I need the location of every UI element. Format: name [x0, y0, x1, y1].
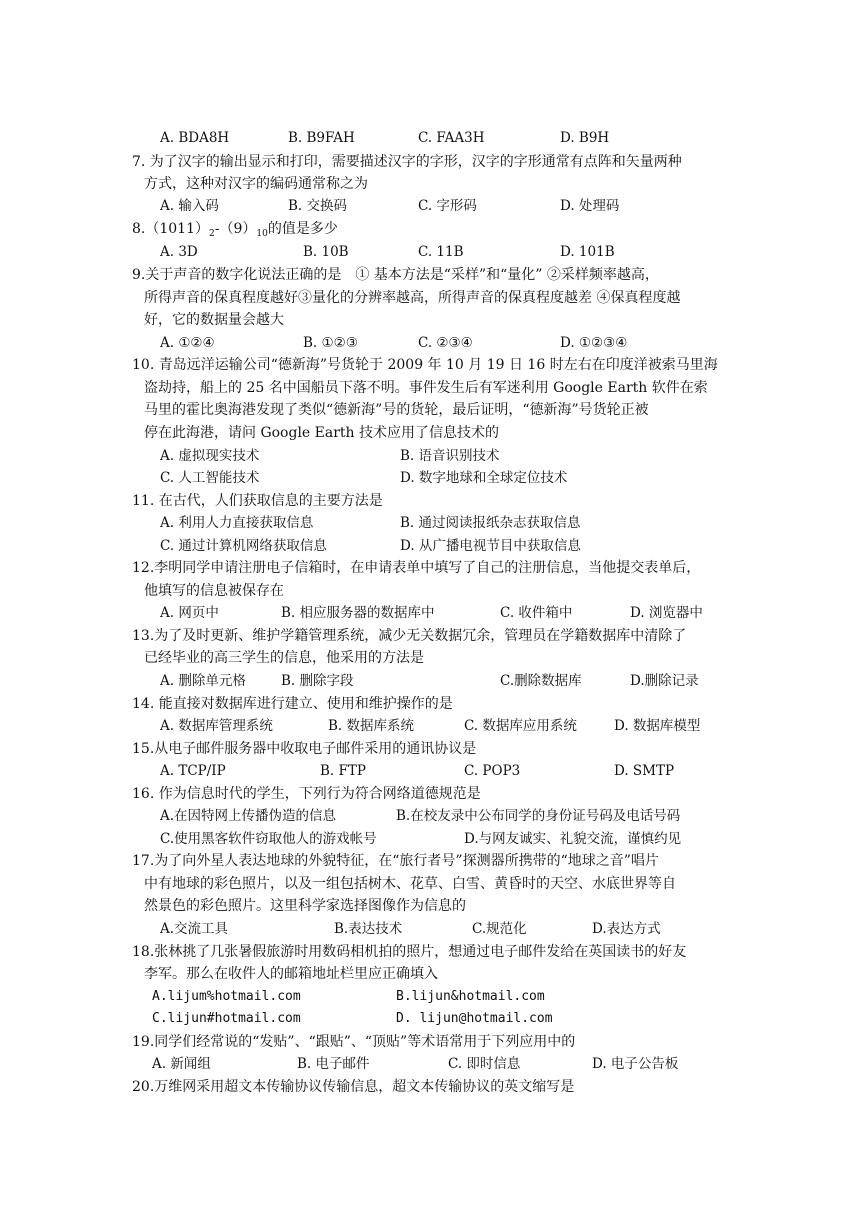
q7-stem-line-2: 方式，这种对汉字的编码通常称之为	[144, 176, 368, 192]
q6-option-b: B. B9FAH	[288, 130, 355, 146]
q14-option-b: B. 数据库系统	[328, 718, 415, 734]
q13-stem-line-2: 已经毕业的高三学生的信息，他采用的方法是	[144, 650, 424, 666]
q19-option-a: A. 新闻组	[152, 1056, 211, 1072]
q12-option-c: C. 收件箱中	[500, 605, 573, 621]
q8-option-b: B. 10B	[303, 244, 349, 260]
q17-option-d: D.表达方式	[592, 921, 661, 937]
q19-option-c: C. 即时信息	[448, 1056, 521, 1072]
q11-option-a: A. 利用人力直接获取信息	[160, 515, 314, 531]
q8-option-c: C. 11B	[418, 244, 464, 260]
q19-stem: 19.同学们经常说的“发贴”、“跟贴”、“顶贴”等术语常用于下列应用中的	[132, 1034, 576, 1050]
q9-stem-line-1: 9.关于声音的数字化说法正确的是 ① 基本方法是“采样”和“量化” ②采样频率越高，	[132, 267, 659, 283]
q10-option-a: A. 虚拟现实技术	[160, 448, 260, 464]
q11-stem: 11. 在古代，人们获取信息的主要方法是	[132, 493, 383, 509]
q8-option-d: D. 101B	[560, 244, 615, 260]
q15-stem: 15.从电子邮件服务器中收取电子邮件采用的通讯协议是	[132, 741, 477, 757]
q14-option-c: C. 数据库应用系统	[464, 718, 577, 734]
q17-option-c: C.规范化	[472, 921, 527, 937]
q18-option-a: A.lijum%hotmail.com	[152, 989, 301, 1004]
q17-option-a: A.交流工具	[160, 921, 229, 937]
q10-stem-line-2: 盗劫持，船上的 25 名中国船员下落不明。事件发生后有军迷利用 Google Earth 软件在索	[144, 380, 708, 396]
q16-option-d: D.与网友诚实、礼貌交流，谨慎约见	[464, 831, 682, 847]
q7-option-c: C. 字形码	[418, 198, 477, 214]
q13-option-a: A. 删除单元格	[160, 673, 246, 689]
q13-option-b: B. 删除字段	[281, 673, 354, 689]
q9-stem-line-3: 好，它的数据量会越大	[144, 312, 284, 328]
q16-option-a: A.在因特网上传播伪造的信息	[160, 808, 337, 824]
q8-stem: $8.(1011)_2-(9)_{10}$的值是多少	[132, 221, 338, 239]
q9-option-a: A. ①②④	[160, 335, 215, 351]
q14-stem: 14. 能直接对数据库进行建立、使用和维护操作的是	[132, 696, 453, 712]
q11-option-b: B. 通过阅读报纸杂志获取信息	[400, 515, 581, 531]
q13-option-d: D.删除记录	[630, 673, 699, 689]
q18-stem-line-1: 18.张林挑了几张暑假旅游时用数码相机拍的照片，想通过电子邮件发给在英国读书的好友	[132, 944, 687, 960]
q9-option-c: C. ②③④	[418, 335, 473, 351]
q9-option-b: B. ①②③	[303, 335, 358, 351]
q12-stem-line-1: 12.李明同学申请注册电子信箱时，在申请表单中填写了自己的注册信息，当他提交表单后，	[132, 560, 701, 576]
q16-option-c: C.使用黑客软件窃取他人的游戏帐号	[160, 831, 377, 847]
q20-stem: 20.万维网采用超文本传输协议传输信息，超文本传输协议的英文缩写是	[132, 1079, 575, 1095]
q7-option-d: D. 处理码	[560, 198, 620, 214]
q9-option-d: D. ①②③④	[560, 335, 628, 351]
q13-stem-line-1: 13.为了及时更新、维护学籍管理系统，减少无关数据冗余，管理员在学籍数据库中清除了	[132, 628, 687, 644]
q10-stem-line-4: 停在此海港，请问 Google Earth 技术应用了信息技术的	[144, 425, 500, 441]
q10-option-c: C. 人工智能技术	[160, 470, 260, 486]
q17-stem-line-3: 然景色的彩色照片。这里科学家选择图像作为信息的	[144, 898, 466, 914]
q16-stem: 16. 作为信息时代的学生，下列行为符合网络道德规范是	[132, 786, 481, 802]
q17-option-b: B.表达技术	[334, 921, 403, 937]
q6-option-c: C. FAA3H	[418, 130, 485, 146]
q7-option-a: A. 输入码	[160, 198, 219, 214]
q9-stem-line-2: 所得声音的保真程度越好③量化的分辨率越高，所得声音的保真程度越差 ④保真程度越	[144, 290, 681, 306]
q14-option-a: A. 数据库管理系统	[160, 718, 273, 734]
q11-option-d: D. 从广播电视节目中获取信息	[400, 538, 581, 554]
q6-option-a: A. BDA8H	[160, 130, 230, 146]
q18-option-d: D. lijun@hotmail.com	[396, 1011, 553, 1026]
q10-stem-line-3: 马里的霍比奥海港发现了类似“德新海”号的货轮，最后证明，“德新海”号货轮正被	[144, 402, 649, 418]
q17-stem-line-1: 17.为了向外星人表达地球的外貌特征，在“旅行者号”探测器所携带的“地球之音”唱片	[132, 853, 659, 869]
q14-option-d: D. 数据库模型	[614, 718, 701, 734]
q16-option-b: B.在校友录中公布同学的身份证号码及电话号码	[396, 808, 681, 824]
q15-option-a: A. TCP/IP	[160, 763, 226, 779]
q15-option-d: D. SMTP	[614, 763, 675, 779]
q12-option-d: D. 浏览器中	[630, 605, 703, 621]
q6-option-d: D. B9H	[560, 130, 610, 146]
q10-stem-line-1: 10. 青岛远洋运输公司“德新海”号货轮于 2009 年 10 月 19 日 16 时左右在印度洋被索马里海	[132, 357, 718, 373]
q19-option-d: D. 电子公告板	[592, 1056, 679, 1072]
q15-option-c: C. POP3	[464, 763, 521, 779]
q7-option-b: B. 交换码	[288, 198, 348, 214]
q12-option-a: A. 网页中	[160, 605, 219, 621]
q18-option-c: C.lijun#hotmail.com	[152, 1011, 301, 1026]
q10-option-b: B. 语音识别技术	[400, 448, 500, 464]
q18-option-b: B.lijun&hotmail.com	[396, 989, 545, 1004]
q10-option-d: D. 数字地球和全球定位技术	[400, 470, 568, 486]
q12-stem-line-2: 他填写的信息被保存在	[144, 583, 284, 599]
q12-option-b: B. 相应服务器的数据库中	[281, 605, 435, 621]
q17-stem-line-2: 中有地球的彩色照片，以及一组包括树木、花草、白雪、黄昏时的天空、水底世界等自	[144, 876, 676, 892]
q7-stem-line-1: 7. 为了汉字的输出显示和打印，需要描述汉字的字形，汉字的字形通常有点阵和矢量两种	[132, 154, 682, 170]
q8-option-a: A. 3D	[160, 244, 198, 260]
q18-stem-line-2: 李军。那么在收件人的邮箱地址栏里应正确填入	[144, 966, 438, 982]
q15-option-b: B. FTP	[320, 763, 366, 779]
q13-option-c: C.删除数据库	[500, 673, 582, 689]
q19-option-b: B. 电子邮件	[297, 1056, 370, 1072]
q11-option-c: C. 通过计算机网络获取信息	[160, 538, 327, 554]
